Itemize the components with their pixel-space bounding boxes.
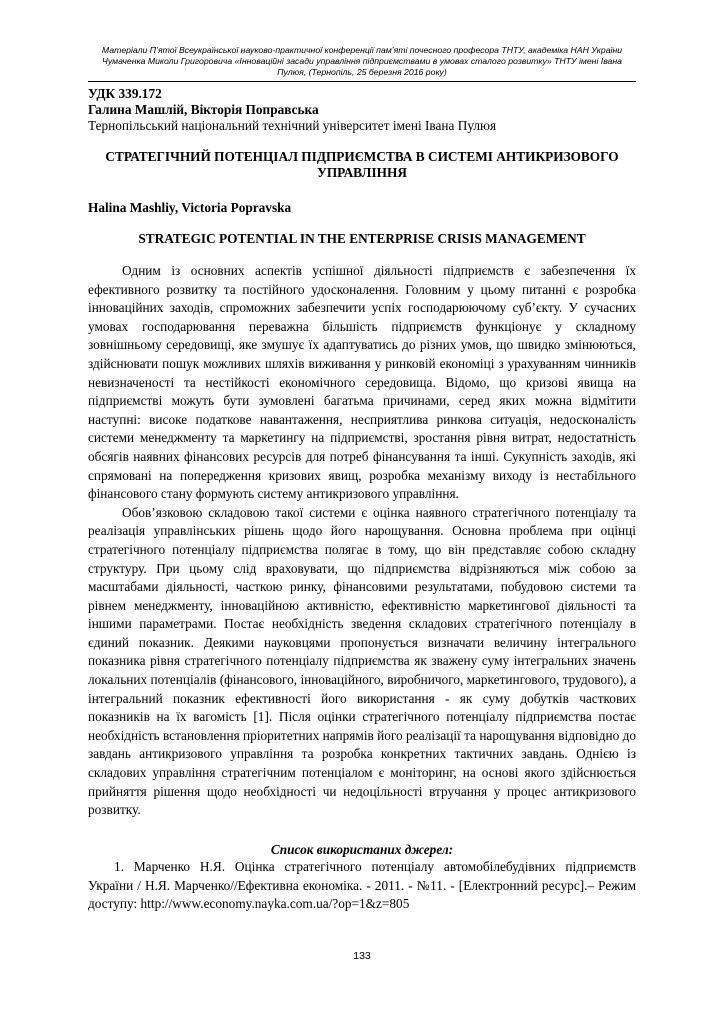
reference-item: 1. Марченко Н.Я. Оцінка стратегічного потенціалу автомобілебудівних підприємств України / Н.Я. Марченко//Ефективна економіка. - 2011. - №11. - [Електронний ресурс].– Режим доступу: http://www.economy.nayka.com.ua/?op=1&z=805 [88, 859, 636, 912]
conference-header: Матеріали П’ятої Всеукраїнської науково-практичної конференції пам’яті почесного професора ТНТУ, академіка НАН України Чумаченка Миколи Григоровича «Інноваційні засади управління підприємствами в умовах сталого розвитку» ТНТУ імені Івана Пулюя, (Тернопіль, 25 березня 2016 року) [101, 45, 623, 77]
authors-ua: Галина Машлій, Вікторія Поправська [88, 102, 319, 117]
header-divider [88, 81, 636, 82]
body-paragraph: Обов’язковою складовою такої системи є оцінка наявного стратегічного потенціалу та реалізація управлінських рішень щодо його нарощування. Основна проблема при оцінці стратегічного потенціалу підприємства полягає в тому, що він представляє собою складну структуру. При цьому слід враховувати, що підприємства відрізняються між собою за масштабами діяльності, часткою ринку, фінансовими результатами, побудовою системи та рівнем менеджменту, інноваційною активністю, ефективністю маркетингової діяльності та іншими параметрами. Постає необхідність зведення складових стратегічного потенціалу в єдиний показник. Деякими науковцями пропонується визначати величину інтегрального показника рівня стратегічного потенціалу підприємства як зважену суму інтегральних значень локальних потенціалів (фінансового, інноваційного, виробничого, маркетингового, трудового), а інтегральний показник ефективності його використання - як суму добутків часткових показників на їх вагомість [1]. Після оцінки стратегічного потенціалу підприємства постає необхідність встановлення пріоритетних напрямів його реалізації та нарощування відповідно до завдань антикризового управління та розробка конкретних тактичних завдань. Однією із складових управління стратегічним потенціалом є моніторинг, на основі якого здійснюється прийняття рішення щодо необхідності чи недоцільності втручання у процес антикризового розвитку. [88, 504, 636, 818]
references-title: Список використаних джерел: [270, 842, 454, 857]
authors-en: Halina Mashliy, Victoria Popravska [88, 200, 292, 215]
udk-code: УДК 339.172 [88, 86, 162, 101]
references-list [88, 858, 636, 914]
page-number: 133 [353, 950, 371, 962]
article-body [88, 262, 636, 820]
article-title-en: STRATEGIC POTENTIAL IN THE ENTERPRISE CRISIS MANAGEMENT [138, 231, 586, 246]
article-title-ua: СТРАТЕГІЧНИЙ ПОТЕНЦІАЛ ПІДПРИЄМСТВА В СИСТЕМІ АНТИКРИЗОВОГО УПРАВЛІННЯ [105, 149, 619, 180]
affiliation: Тернопільський національний технічний університет імені Івана Пулюя [88, 118, 497, 133]
body-paragraph: Одним із основних аспектів успішної діяльності підприємств є забезпечення їх ефективного розвитку та постійного удосконалення. Головним у цьому питанні є розробка інноваційних заходів, спроможних забезпечити успіх господарюючому суб’єкту. У сучасних умовах господарювання переважна більшість підприємств функціонує у складному зовнішньому середовищі, яке змушує їх адаптуватись до різних умов, що швидко змінюються, здійснювати пошук можливих шляхів виживання у ринковій економіці з урахуванням чинників невизначеності та нестійкості економічного середовища. Відомо, що кризові явища на підприємстві можуть бути зумовлені багатьма причинами, серед яких можна відмітити наступні: високе податкове навантаження, несприятлива ринкова ситуація, недосконалість системи менеджменту та маркетингу на підприємстві, зростання рівня витрат, недостатність обсягів наявних фінансових ресурсів для потреб фінансування та інші. Сукупність заходів, які спрямовані на попередження кризових явищ, розробка механізму виходу із нестабільного фінансового стану формують систему антикризового управління. [88, 263, 636, 502]
